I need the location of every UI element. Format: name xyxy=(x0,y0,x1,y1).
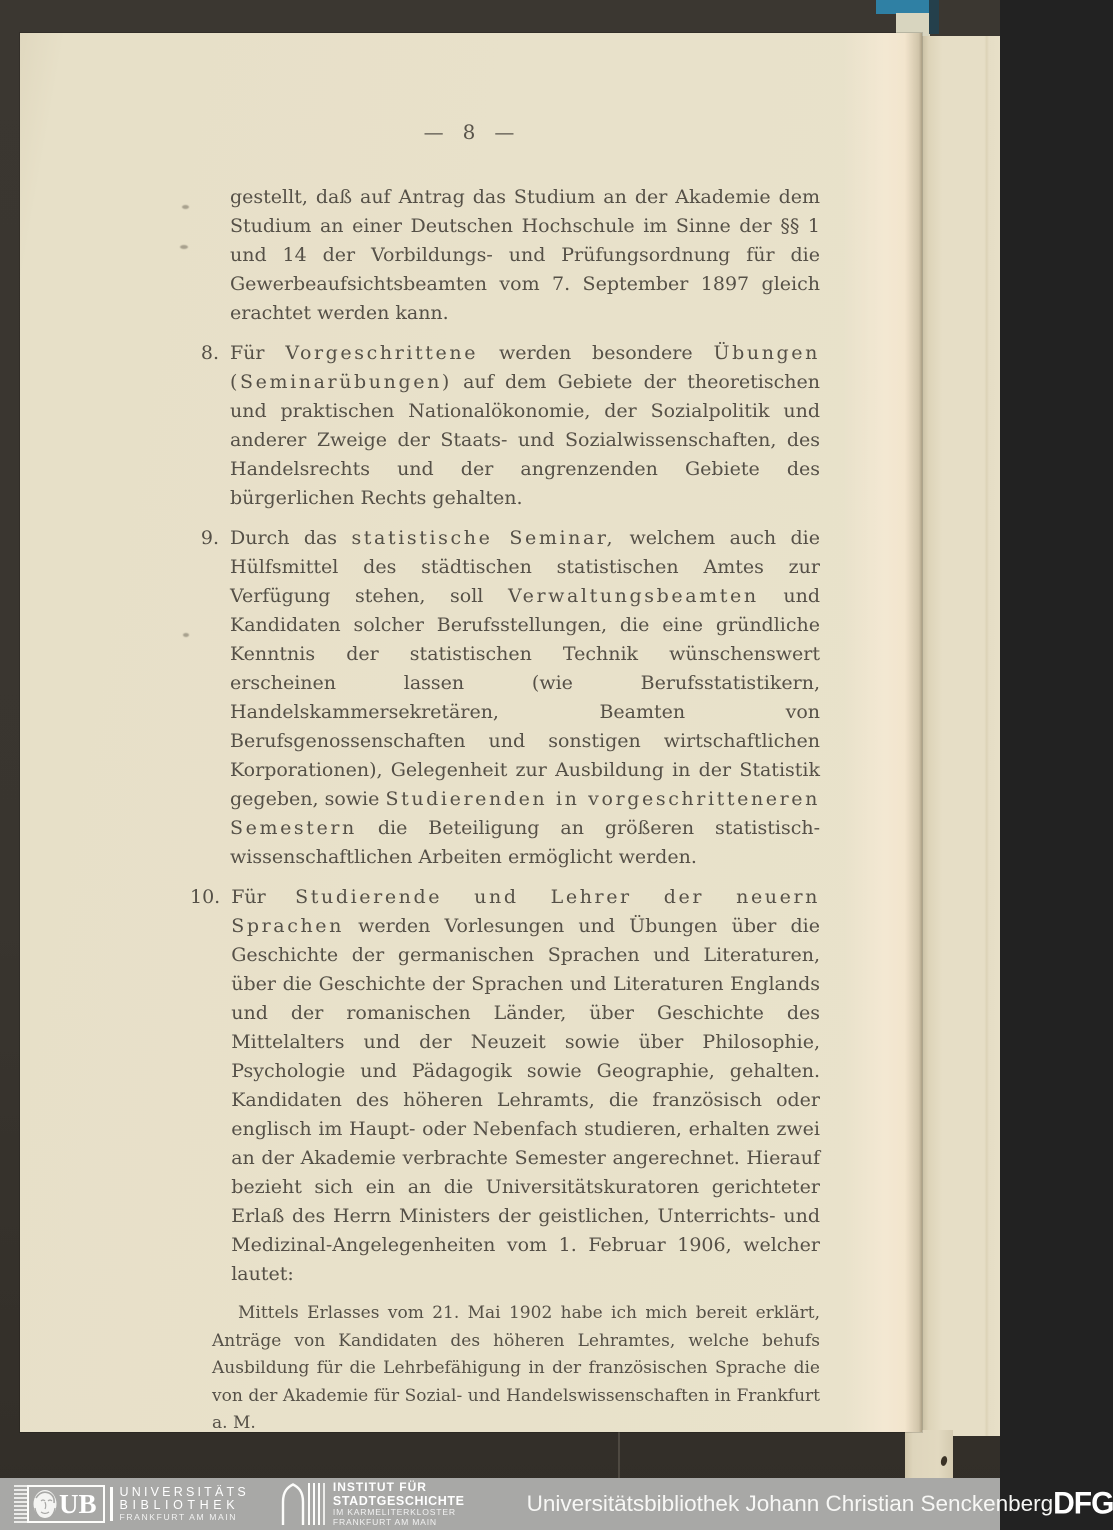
paragraph-text: Für Vorgeschrittene werden besondere Übungen (Seminarübungen) auf dem Gebiete der theoretischen und praktischen Nationalökonomie, der Sozialpolitik und anderer Zweige der Staats- und Sozialwissenschaften, des Handelsrechts und der angrenzenden Gebiete des bürgerlichen Rechts gehalten. xyxy=(230,342,820,509)
page-number xyxy=(20,120,918,144)
institut-line3: IM KARMELITERKLOSTER xyxy=(332,1507,456,1518)
paragraph-number: 10. xyxy=(190,886,221,908)
page-text xyxy=(190,183,820,1449)
ub-logo-text xyxy=(120,1486,249,1522)
ub-line2: BIBLIOTHEK xyxy=(119,1498,240,1513)
institut-line1: INSTITUT FÜR xyxy=(332,1479,427,1494)
paragraph xyxy=(190,883,820,1289)
institut-line2: STADTGESCHICHTE xyxy=(332,1494,465,1509)
margin-speck xyxy=(180,245,188,249)
bookmark-ribbon-edge xyxy=(929,0,939,34)
paragraph xyxy=(190,524,820,872)
ub-abbr: UB xyxy=(59,1488,97,1519)
ub-line3: FRANKFURT AM MAIN xyxy=(119,1511,238,1522)
bookmark-ribbon-icon xyxy=(876,0,930,14)
paragraph-text: Für Studierende und Lehrer der neuern Sprachen werden Vorlesungen und Übungen über die Geschichte der germanischen Sprachen und Literaturen, über die Geschichte der Sprachen und Literaturen Englands und der romanischen Länder, über Geschichte des Mittelalters und der Neuzeit sowie über Philosophie, Psychologie und Pädagogik sowie Geographie, gehalten. Kandidaten des höheren Lehramts, die französisch oder englisch im Haupt- oder Nebenfach studieren, erhalten zwei an der Akademie verbrachte Semester angerechnet. Hierauf bezieht sich ein an die Universitätskuratoren gerichteter Erlaß des Herrn Ministers der geistlichen, Unterrichts- und Medizinal-Angelegenheiten vom 1. Februar 1906, welcher lautet: xyxy=(231,886,820,1285)
ub-logo[interactable] xyxy=(14,1483,249,1525)
paragraph xyxy=(190,183,820,328)
paragraph-number xyxy=(190,1300,212,1438)
footer-bar xyxy=(0,1478,1113,1530)
karmeliterkloster-arch-icon xyxy=(279,1483,325,1525)
institut-line4: FRANKFURT AM MAIN xyxy=(332,1516,437,1527)
margin-speck xyxy=(182,205,189,209)
page-fold-shading xyxy=(844,33,922,1432)
paragraph-text: Durch das statistische Seminar, welchem auch die Hülfsmittel des städtischen statistischen Amtes zur Verfügung stehen, soll Verwaltungsbeamten und Kandidaten solcher Berufsstellungen, die eine gründliche Kenntnis der statistischen Technik wünschenswert erscheinen lassen (wie Berufsstatistikern, Handelskammersekretären, Beamten von Berufsgenossenschaften und sonstigen wirtschaftlichen Korporationen), Gelegenheit zur Ausbildung in der Statistik gegeben, sowie Studierenden in vorgeschritteneren Semestern die Beteiligung an größeren statistisch-wissenschaftlichen Arbeiten ermöglicht werden. xyxy=(230,527,820,868)
paragraph-number: 9. xyxy=(200,527,219,549)
ub-logo-box xyxy=(27,1485,105,1523)
ink-spot xyxy=(940,1455,948,1466)
underlying-page-edges xyxy=(922,36,1000,1436)
paragraph-number xyxy=(190,183,230,328)
institut-stadtgeschichte-logo[interactable] xyxy=(279,1481,465,1528)
paragraph xyxy=(190,1300,820,1438)
ub-line1: UNIVERSITÄTS xyxy=(119,1485,249,1500)
margin-speck xyxy=(183,633,189,637)
page-corner-edge xyxy=(905,1430,953,1479)
paragraph-number: 8. xyxy=(200,342,219,364)
header-dash-right: — xyxy=(494,120,515,144)
library-name: Universitätsbibliothek Johann Christian Senckenberg xyxy=(526,1491,1054,1516)
paragraph-text: gestellt, daß auf Antrag das Studium an der Akademie dem Studium an einer Deutschen Hochschule im Sinne der §§ 1 und 14 der Vorbildungs- und Prüfungsordnung für die Gewerbeaufsichtsbeamten vom 7. September 1897 gleich erachtet werden kann. xyxy=(230,186,820,324)
paragraph xyxy=(190,339,820,513)
logo-separator xyxy=(110,1487,113,1521)
book-page xyxy=(20,33,922,1432)
goethe-portrait-icon xyxy=(31,1488,59,1520)
paragraph-text: Mittels Erlasses vom 21. Mai 1902 habe ich mich bereit erklärt, Anträge von Kandidaten des höheren Lehramtes, welche behufs Ausbildung für die Lehrbefähigung in der französischen Sprache die von der Akademie für Sozial- und Handelswissenschaften in Frankfurt a. M. xyxy=(212,1303,820,1433)
institut-logo-text xyxy=(333,1481,465,1528)
header-dash-left: — xyxy=(423,120,444,144)
dfg-logo[interactable]: DFG xyxy=(1053,1486,1113,1521)
page-number-value: 8 xyxy=(462,120,476,144)
